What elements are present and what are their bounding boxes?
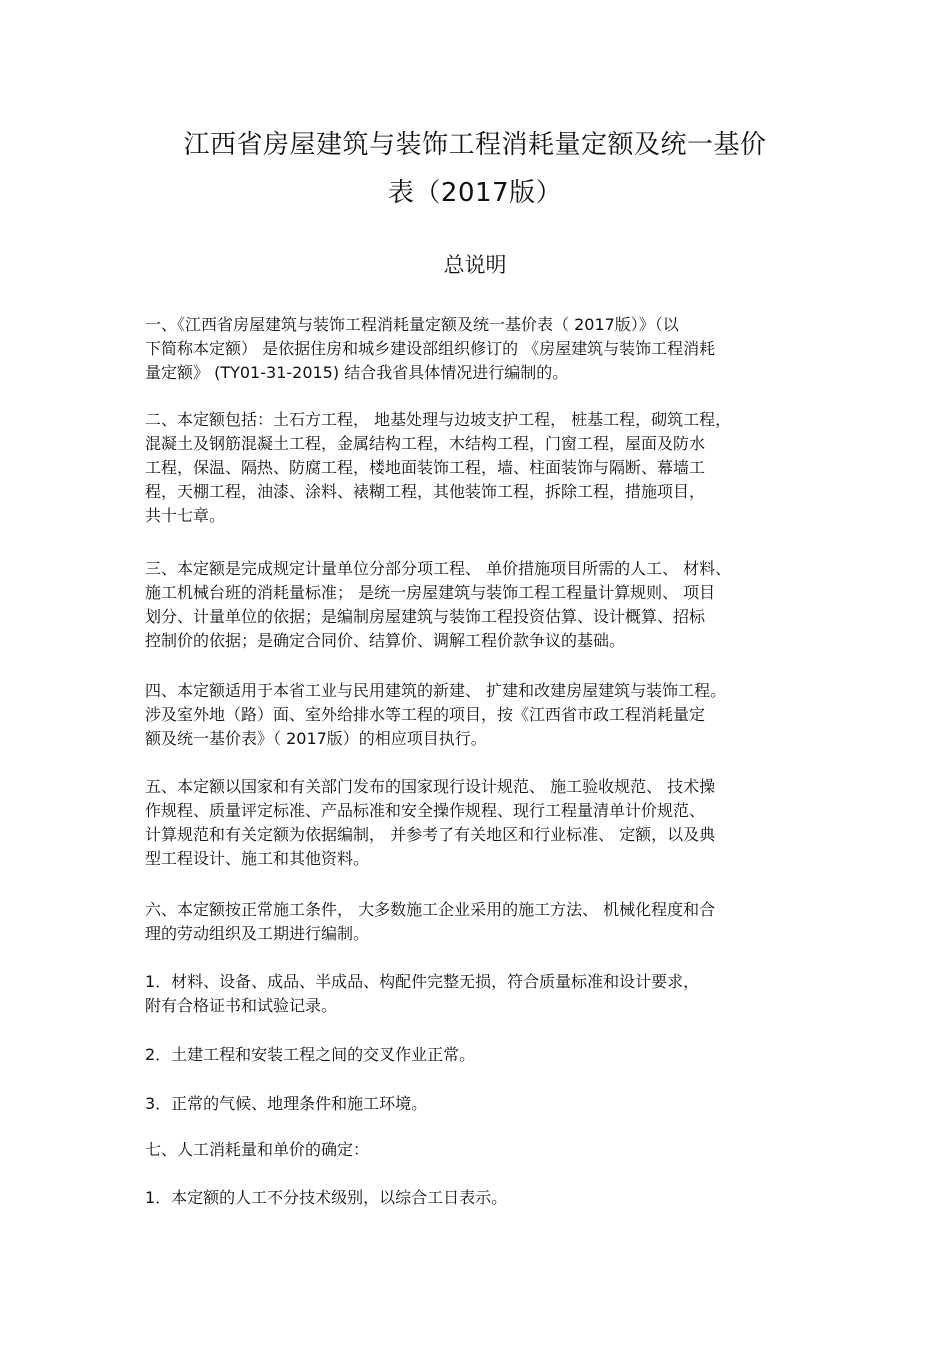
paragraph-line: 涉及室外地（路）面、室外给排水等工程的项目，按《江西省市政工程消耗量定 xyxy=(145,705,706,724)
section-heading: 总说明 xyxy=(443,253,507,277)
document-title-line-1: 江西省房屋建筑与装饰工程消耗量定额及统一基价 xyxy=(183,130,767,160)
paragraph-line: 作规程、质量评定标准、产品标准和安全操作规程、现行工程量清单计价规范、 xyxy=(145,801,706,820)
paragraph-line: 1．材料、设备、成品、半成品、构配件完整无损，符合质量标准和设计要求， xyxy=(145,972,700,991)
paragraph-line: 划分、计量单位的依据；是编制房屋建筑与装饰工程投资估算、设计概算、招标 xyxy=(145,607,706,626)
paragraph-line: 工程，保温、隔热、防腐工程，楼地面装饰工程，墙、柱面装饰与隔断、幕墙工 xyxy=(145,458,706,477)
paragraph-line: 六、本定额按正常施工条件， 大多数施工企业采用的施工方法、 机械化程度和合 xyxy=(145,900,716,919)
paragraph-11 xyxy=(145,1186,810,1210)
paragraph-line: 四、本定额适用于本省工业与民用建筑的新建、 扩建和改建房屋建筑与装饰工程。 xyxy=(145,681,727,700)
paragraph-line: 一、《江西省房屋建筑与装饰工程消耗量定额及统一基价表（ 2017版）》（以 xyxy=(145,315,679,334)
paragraph-line: 附有合格证书和试验记录。 xyxy=(145,996,338,1015)
paragraph-line: 型工程设计、施工和其他资料。 xyxy=(145,849,370,868)
paragraph-line: 控制价的依据；是确定合同价、结算价、调解工程价款争议的基础。 xyxy=(145,631,626,650)
paragraph-line: 量定额》 (TY01-31-2015) 结合我省具体情况进行编制的。 xyxy=(145,363,569,382)
paragraph-line: 程，天棚工程，油漆、涂料、裱糊工程，其他装饰工程，拆除工程，措施项目， xyxy=(145,482,706,501)
paragraph-line: 二、本定额包括：土石方工程， 地基处理与边坡支护工程， 桩基工程，砌筑工程， xyxy=(145,410,732,429)
paragraph-5 xyxy=(145,775,810,871)
paragraph-4 xyxy=(145,679,810,751)
paragraph-8 xyxy=(145,1043,810,1067)
paragraph-6 xyxy=(145,898,810,946)
paragraph-1 xyxy=(145,313,810,385)
paragraph-line: 3．正常的气候、地理条件和施工环境。 xyxy=(145,1094,428,1113)
paragraph-line: 共十七章。 xyxy=(145,506,226,525)
paragraph-line: 混凝土及钢筋混凝土工程，金属结构工程，木结构工程，门窗工程，屋面及防水 xyxy=(145,434,706,453)
paragraph-line: 施工机械台班的消耗量标准； 是统一房屋建筑与装饰工程工程量计算规则、 项目 xyxy=(145,583,716,602)
paragraph-line: 三、本定额是完成规定计量单位分部分项工程、 单价措施项目所需的人工、 材料、 xyxy=(145,559,732,578)
paragraph-line: 七、人工消耗量和单价的确定： xyxy=(145,1140,370,1159)
paragraph-line: 2．土建工程和安装工程之间的交叉作业正常。 xyxy=(145,1045,476,1064)
paragraph-line: 理的劳动组织及工期进行编制。 xyxy=(145,924,370,943)
paragraph-line: 额及统一基价表》（ 2017版）的相应项目执行。 xyxy=(145,729,487,748)
paragraph-line: 下简称本定额） 是依据住房和城乡建设部组织修订的 《房屋建筑与装饰工程消耗 xyxy=(145,339,716,358)
paragraph-10 xyxy=(145,1138,810,1162)
paragraph-9 xyxy=(145,1092,810,1116)
paragraph-2 xyxy=(145,408,810,528)
paragraph-line: 1．本定额的人工不分技术级别，以综合工日表示。 xyxy=(145,1188,508,1207)
paragraph-line: 计算规范和有关定额为依据编制， 并参考了有关地区和行业标准、 定额，以及典 xyxy=(145,825,716,844)
paragraph-7 xyxy=(145,970,810,1018)
document-title-line-2: 表（2017版） xyxy=(387,178,563,208)
paragraph-line: 五、本定额以国家和有关部门发布的国家现行设计规范、 施工验收规范、 技术操 xyxy=(145,777,716,796)
paragraph-3 xyxy=(145,557,810,653)
